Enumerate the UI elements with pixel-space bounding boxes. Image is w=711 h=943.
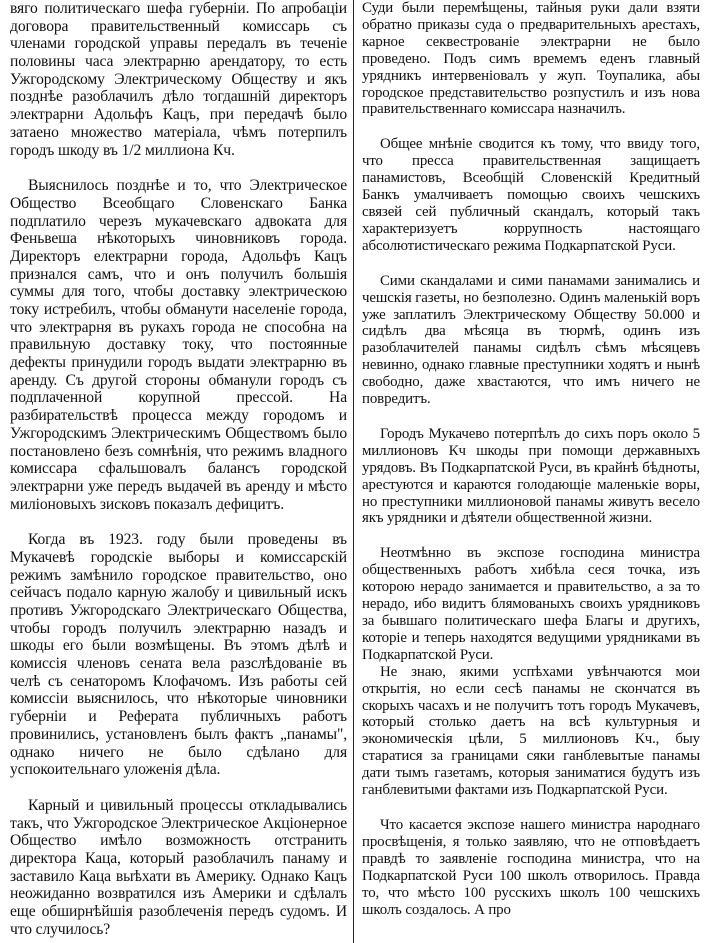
paragraph-right-2: Общее мнѣніе сводится къ тому, что ввиду того, что пресса правительственная защищаетъ панамистовъ, Всеобщій Словенскій Кредитный Банкъ умалчиваетъ помощью своихъ чешскихъ связей сей публичный скандалъ, который такъ характеризуетъ коррупность настоящаго абсолютистическаго режима Подкарпатской Руси. xyxy=(362,136,700,254)
paragraph-left-1: вяго политическаго шефа губерніи. По апробаціи договора правительственный комиссарь съ членами городской управы передалъ въ теченіе половины часа электрарню арендатору, то есть Ужгородскому Электрическому Обществу и якъ позднѣе разоблачилъ дѣло тогдашній директоръ электрарни Адольфъ Кацъ, при передачѣ было затаено множество матеріала, чѣмъ потерпилъ городъ шкоду въ 1/2 миллиона Кч. xyxy=(10,0,347,159)
paragraph-right-4: Городъ Мукачево потерпѣлъ до сихъ поръ около 5 миллионовъ Кч шкоды при помощи державныхъ урядовъ. Въ Подкарпатской Руси, въ крайнѣ бѣдноты, арестуются и караются голодающіе маленькіе воры, но преступники миллионовой панамы живутъ весело якъ урядники и дѣятели общественной жизни. xyxy=(362,425,700,527)
right-column xyxy=(362,0,700,918)
paragraph-left-2: Выяснилось позднѣе и то, что Электрическое Общество Всеобщаго Словенскаго Банка подплатило черезъ мукачевскаго адвоката для Феньвеша нѣкоторыхъ чиновниковъ города. Директоръ електрарни города, Адольфъ Кацъ признался самъ, что и онъ получилъ большія суммы для того, чтобы доставку электрическою току истребилъ, чтобы обманути населеніе города, что электрарня въ рукахъ города не способна на правильную доставку току, что постоянные дефекты принудили городъ выдати электрарню въ аренду. Съ другой стороны обманули городъ съ подплаченной корупной прессой. На разбирательствѣ процесса между городомъ и Ужгородскимъ Электрическимъ Обществомъ было постановлено безъ сомнѣнія, что режимъ владного комиссара сфальшовалъ балансъ городской электрарни уже передъ выдачей въ аренду и мѣсто миліоновыхъ зисковъ показалъ дефицитъ. xyxy=(10,177,347,513)
paragraph-right-3: Сими скандалами и сими панамами занимались и чешскія газеты, но безполезно. Одинъ маленькій воръ уже заплатилъ Электрическому Обществу 50.000 и сидѣлъ два мѣсяца въ тюрмѣ, одинъ изъ разоблачителей панамы сидѣлъ сѣмъ мѣсяцевъ невинно, однако главные преступники ходятъ и нынѣ свободно, даже хвастаются, что имъ ничего не повредитъ. xyxy=(362,272,700,408)
paragraph-right-7: Что касается экспозе нашего министра народнаго просвѣщенія, я только заявляю, что не отповѣдаетъ правдѣ то заявленіе господина министра, что на Подкарпатской Руси 100 школъ отворилось. Правда то, что мѣсто 100 русскихъ школъ 100 чешскихъ школъ создалось. А про xyxy=(362,816,700,918)
left-column xyxy=(10,0,347,938)
paragraph-left-4: Карный и цивильный процессы откладывались такъ, что Ужгородское Электрическое Акціонерное Общество имѣло возможность отстранить директора Каца, который разоблачилъ панаму и заставило Каца выѣхати въ Америку. Однако Кацъ неожиданно возвратился изъ Америки и сдѣлалъ еще обширнѣйшія разоблеченія передъ судомъ. И что случилось? xyxy=(10,796,347,938)
paragraph-right-6: Не знаю, якими успѣхами увѣнчаются мои открытія, но если сесѣ панамы не скончатся въ скорыхъ часахъ и не получитъ тотъ городъ Мукачевъ, который столько даетъ на всѣ культурныя и экономическія цѣли, 5 миллионовъ Кч., быу старатися за границами сяки ганблевытые панамы дати тымъ газетамъ, которыя заниматися будутъ изъ ганблевитыми фактами изъ Подкарпатской Руси. xyxy=(362,663,700,799)
paragraph-left-3: Когда въ 1923. году были проведены въ Мукачевѣ городскіе выборы и комиссарскій режимъ замѣнило городское правительство, оно сейчасъ подало карную жалобу и цивильный искъ противъ Ужгородскаго Электрическаго Общества, чтобы городъ получилъ электрарню назадъ и шкоды его были возмѣщены. Въ этомъ дѣлѣ и комиссія членовъ сената вела разслѣдованіе въ челѣ съ сенаторомъ Клофачомъ. Изъ работы сей комиссіи выяснилось, что нѣкоторые чиновники губерніи и Реферата публичныхъ работъ провинились, установленъ былъ фактъ „панамы", однако ничего не было сдѣлано для успокоительнаго уложенія дѣла. xyxy=(10,531,347,779)
paragraph-right-1: Суди были перемѣщены, тайныя руки дали взяти обратно приказы суда о предварительныхъ арестахъ, карное секвестрованіе электрарни не было проведено. Подъ симъ времемъ еденъ главный урядникъ интервеніовалъ у жуп. Тоупалика, абы городское представительство розпустилъ и изъ нова правительственнаго комиссара назначилъ. xyxy=(362,0,700,118)
column-divider xyxy=(353,0,354,943)
paragraph-right-5: Неотмѣнно въ экспозе господина министра общественныхъ работъ хибѣла сеся точка, изъ которою нерадо занимается и правительство, а за то нерадо, ибо видитъ блямованыхъ своихъ урядниковъ за бывшаго политическаго шефа Благы и другихъ, которіе и теперь находятся ведущими урядниками въ Подкарпатской Руси. xyxy=(362,545,700,663)
